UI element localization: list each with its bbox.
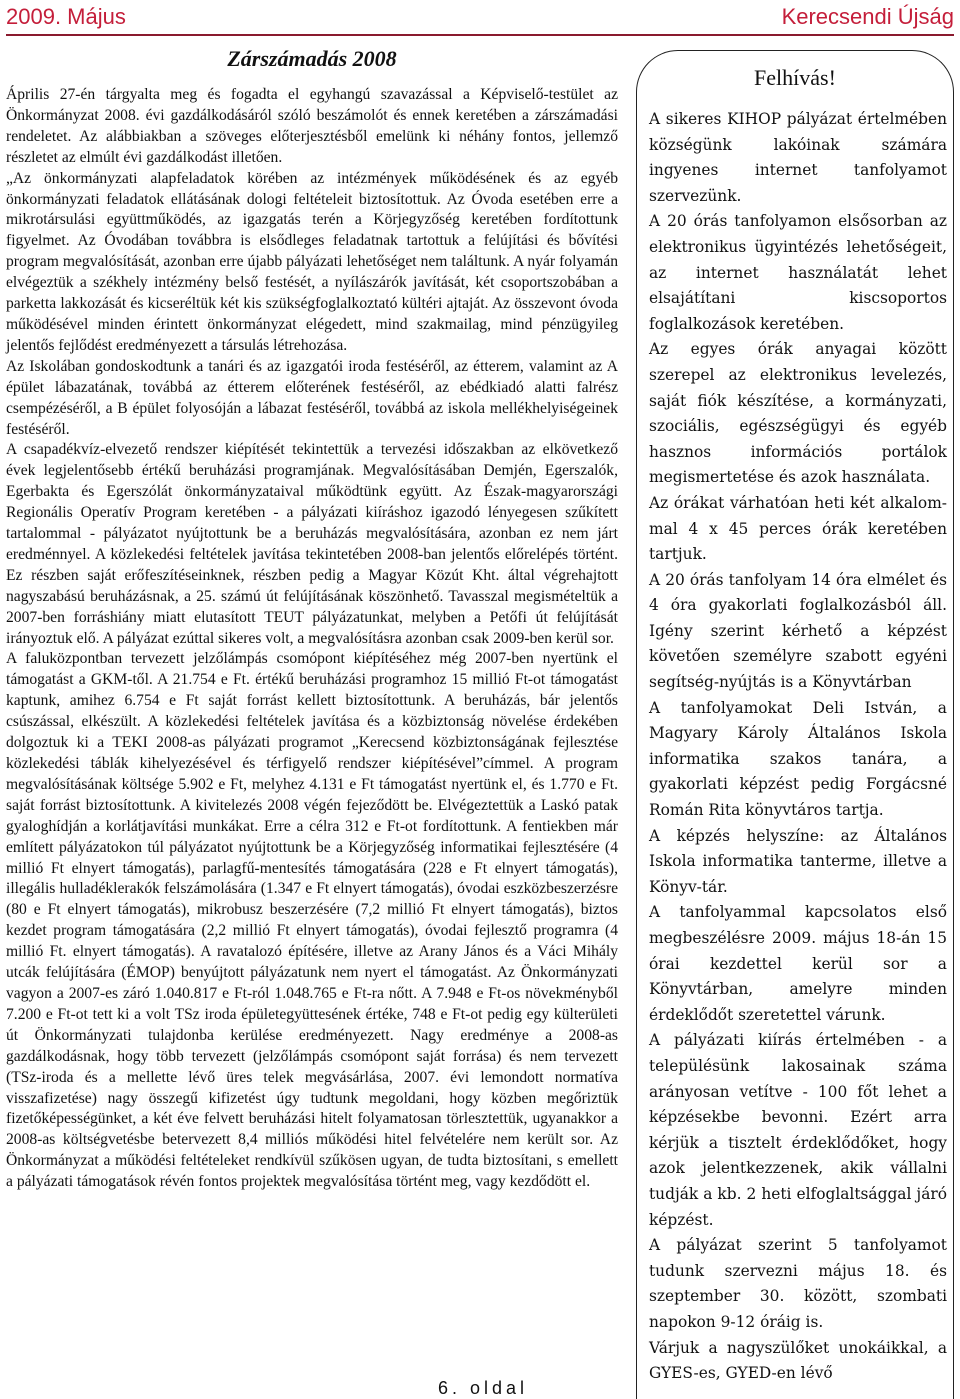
notice-paragraph: A pályázati kiírás értelmében - a településünk lakosainak száma arányosan vetítve - 100 főt lehet a képzésekbe bevonni. Ezért arra kérjük a tisztelt érdeklődőket, hogy azok jelentkezzenek, akik vállalni tudják a kb. 2 heti elfoglaltsággal járó képzést.: [649, 1031, 947, 1229]
publication-name: Kerecsendi Újság: [781, 4, 954, 29]
notice-box: [636, 50, 954, 1399]
notice-paragraph: Az órákat várhatóan heti két alkalom-mal 4 x 45 perces órák keretében tartjuk.: [649, 493, 947, 564]
page-header: [6, 0, 954, 36]
notice-title: Felhívás!: [754, 65, 836, 90]
notice-paragraph: A 20 órás tanfolyamon elsősorban az elektronikus ügyintézés lehetőségeit, az internet használatát lehet elsajátítani kiscsoportos foglalkozások keretében.: [649, 212, 947, 333]
article-paragraph: A faluközpontban tervezett jelzőlámpás csomópont kiépítéséhez még 2007-ben nyertünk el támogatást a GKM-től. A 21.754 e Ft. értékű beruházási programhoz 15 millió Ft-ot támogatást kaptunk, amihez 6.754 e Ft saját forrást kellett biztosítottunk. A beruházás, bár jelentős csúszással, elkészült. A közlekedési feltételek javítása és a közbiztonság növelése érdekében dolgoztuk ki a TEKI 2008-as pályázati programot „Kerecsend közbiztonságának fejlesztése közlekedési táblák kihelyezésével és térfigyelő rendszer kiépítésével”címmel. A program megvalósításának költsége 5.902 e Ft, melyhez 4.131 e Ft támogatást nyertünk el, és 1.770 e Ft. saját forrást biztosítottunk. A kivitelezés 2008 végén fejeződött be. Elvégeztettük a Laskó patak gyaloghídján a korlátjavítási munkákat. Erre a célra 312 e Ft-ot fordítottunk. A fentiekben már említett pályázatokon túl pályázatot nyújtottunk be a Körjegyzőség informatikai fejlesztésére (4 millió Ft elnyert támogatás), parlagfű-mentesítés támogatására (228 e Ft elnyert támogatás), illegális hulladéklerakók felszámolására (1.347 e Ft elnyert támogatás), óvodai eszközbeszerzésre (80 e Ft elnyert támogatás), mikrobusz beszerzésére (7,2 millió Ft elnyert támogatás), biztos kezdet program támogatására (2,2 millió Ft elnyert támogatás), óvodai fejlesztő programra (4 millió Ft. elnyert támogatás). A ravatalozó építésére, illetve az Arany János és a Váci Mihály utcák felújítására (ÉMOP) benyújtott pályázatunk nem nyert el támogatást. Az Önkormányzati vagyon a 2007-es záró 1.040.817 e Ft-ról 1.048.765 e Ft-ra nőtt. A 7.948 e Ft-os növekményből 7.200 e Ft-ot tett ki a volt TSz iroda épületegyüttesének értéke, 748 e Ft-ot pedig egy külterületi út Önkormányzati tulajdonba kerülése eredményezett. Nagy eredménye a 2008-as gazdálkodásnak, hogy több tervezett (jelzőlámpás csomópont saját forrása) és nem tervezett (TSz-iroda és a mellette lévő üres telek megvásárlása, 2007. évi lemondott normatíva visszafizetése) nagy összegű kifizetést úgy tudtunk megoldani, hogy közben megőriztük fizetőképességünket, a két éve felvett beruházási hitelt folyamatosan törlesztettük, ugyanakkor a 2008-as költségvetésbe betervezett 8,4 milliós működési hitel felvételére nem került sor. Az Önkormányzat a működési feltételeket rendkívül szűkösen ugyan, de tudta biztosítani, s emellett a pályázati támogatások révén fontos projektek megvalósítása történt meg, vagy kezdődött el.: [6, 650, 618, 1191]
notice-paragraph: A tanfolyamokat Deli István, a Magyary Károly Általános Iskola informatika szakos tanára, a gyakorlati képzést pedig Forgácsné Román Rita könyvtáros tartja.: [649, 698, 947, 820]
article-paragraph: Április 27-én tárgyalta meg és fogadta el egyhangú szavazással a Képviselő-testület az Önkormányzat 2008. évi gazdálkodásáról szóló beszámolót és ennek keretében a zárszámadási rendeletet. Az alábbiakban a szöveges előterjesztésből emelünk ki néhány fontos, jellemző részletet az elmúlt évi gazdálkodást illetően.: [6, 86, 618, 166]
notice-paragraph: A 20 órás tanfolyam 14 óra elmélet és 4 óra gyakorlati foglalkozásból áll. Igény szerint kérhető a képzést követően személyre szabott egyéni segítség-nyújtás is a Könyvtárban: [649, 570, 947, 692]
article-paragraph: A csapadékvíz-elvezető rendszer kiépítését tekintettük a tervezési időszakban az elkövetkező évek legjelentősebb értékű beruházási programjának. Megvalósításában Demjén, Egerszalók, Egerbakta és Egerszólát önkormányzataival működtünk együtt. Az Észak-magyarországi Regionális Operatív Program keretében - a pályázati kiíráshoz igazodó lényegesen szűkített tartalommal - pályázatot nyújtottunk be a beruházás megvalósítására, azonban ez nem járt eredménnyel. A közlekedési feltételek javítása tekintetében 2008-ban jelentős előrelépés történt. Ez részben saját erőfeszítéseinknek, részben pedig a Magyar Közút Kht. által végrehajtott nagyszabású beruházásnak, a 25. számú út felújításának köszönhető. Tavasszal megismételtük a 2007-ben forráshiány miatt elutasított TEUT pályázatunkat, melyben a Petőfi út felújítását irányoztuk elő. A pályázat ezúttal sikeres volt, a megvalósításra azonban csak 2009-ben kerül sor.: [6, 441, 618, 647]
article-title: Zárszámadás 2008: [227, 46, 397, 71]
notice-paragraph: Az egyes órák anyagai között szerepel az elektronikus levelezés, saját fiók készítése, a kormányzati, szociális, egészségügyi és egyéb hasznos információs portálok megismertetése és azok használata.: [649, 340, 947, 487]
article-paragraph: „Az önkormányzati alapfeladatok körében az intézmények működésének és az egyéb önkormányzati feladatok ellátásának dologi feltételeit biztosítottuk. Az Óvoda esetében erre a mikrotársulási együttműködés, az igazgatás terén a Körjegyzőség keretében fordítottunk figyelmet. Az Óvodában továbbra is elsődleges feladatnak tartottuk a felújítási és bővítési program megvalósítását, azonban erre újabb pályázati lehetőséget nem találtunk. A nyár folyamán elvégeztük a székhely intézmény belső festését, a nyílászárók javítását, két csoportszobában a parketta lakkozását és kicseréltük két kis szükségfoglalkoztató kültéri ajtaját. Az összevont óvoda működésével minden érintett önkormányzat elégedett, mind szakmailag, mind pénzügyileg jelentős fejlődést eredményezett a társulás létrehozása.: [6, 169, 618, 354]
article: [6, 46, 618, 1193]
article-paragraph: Az Iskolában gondoskodtunk a tanári és az igazgatói iroda festéséről, az étterem, valamint az A épület lábazatának, továbbá az étterem előterének festéséről, az ebédkiadó alatti falrész csempézéséről, a B épület folyosóján a lábazat festéséről, továbbá az iskola mellékhelyiségeinek festéséről.: [6, 357, 618, 438]
notice-paragraph: Várjuk a nagyszülőket unokáikkal, a GYES-es, GYED-en lévő: [649, 1338, 947, 1383]
notice-paragraph: A sikeres KIHOP pályázat értelmében községünk lakóinak számára ingyenes internet tanfolyamot szervezünk.: [649, 110, 947, 205]
notice-paragraph: A pályázat szerint 5 tanfolyamot tudunk szervezni május 18. és szeptember 30. között, szombati napokon 9-12 óráig is.: [649, 1236, 947, 1331]
issue-date: 2009. Május: [6, 4, 126, 29]
page-number: 6. oldal: [438, 1378, 529, 1398]
notice-body: [637, 107, 953, 1387]
notice-paragraph: A képzés helyszíne: az Általános Iskola informatika tanterme, illetve a Könyv-tár.: [649, 826, 947, 896]
notice-paragraph: A tanfolyammal kapcsolatos első megbeszélésre 2009. május 18-án 15 órai kezdettel kerül sor a Könyvtárban, amelyre minden érdeklődőt szeretettel várunk.: [649, 903, 947, 1024]
